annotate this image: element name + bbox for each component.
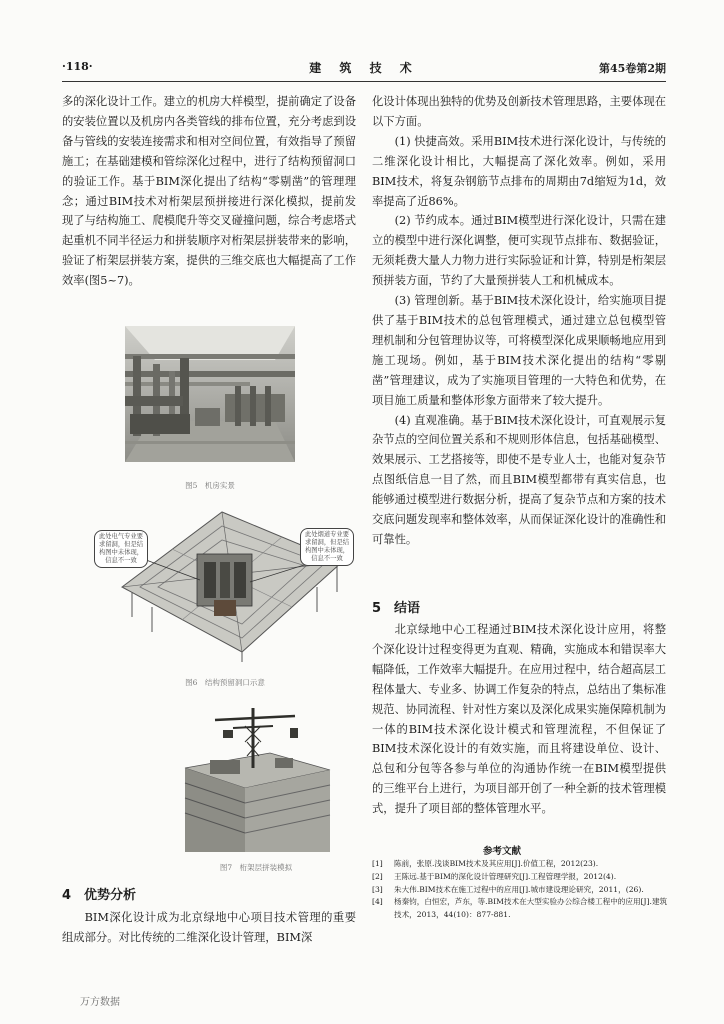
right-column-text (372, 92, 666, 550)
reference-item (372, 871, 668, 884)
fig7-image (175, 708, 337, 852)
reference-text: 朱大伟.BIM技术在施工过程中的应用[J].城市建设理论研究，2011，(26). (394, 884, 644, 894)
paragraph: 北京绿地中心工程通过BIM技术深化设计应用，将整个深化设计过程变得更为直观、精确，实施成本和错误率大幅降低，工作效率大幅提升。在应用过程中，结合超高层工程体量大、专业多、协调工作复杂的特点，总结出了集标准规范、协同流程、针对性方案以及深化成果实施保障机制为一体的BIM技术深化设计模式和管理流程，不但保证了BIM技术深化设计的有效实施，而且将建设单位、设计、总包和分包等各参与单位的沟通协作统一在BIM模型提供的三维平台上进行，为项目部开创了一种全新的技术管理模式，提升了项目部的整体管理水平。 (372, 623, 666, 816)
header-rule (62, 81, 666, 82)
reference-number: [2] (372, 871, 383, 881)
page-number: ·118· (62, 60, 93, 73)
reference-text: 陈前，张原.浅谈BIM技术及其应用[J].价值工程，2012(23). (394, 859, 599, 868)
reference-text: 王陈远.基于BIM的深化设计管理研究[J].工程管理学报，2012(4). (394, 871, 617, 881)
fig6-caption: 图6 结构预留洞口示意 (185, 678, 265, 687)
reference-number: [4] (372, 897, 383, 907)
section-5-heading: 5 结语 (372, 601, 421, 616)
references-list (372, 858, 668, 922)
reference-number: [3] (372, 884, 383, 894)
list-item: (2) 节约成本。通过BIM模型进行深化设计，只需在建立的模型中进行深化调整，便可实现节点排布、数据验证，无须耗费大量人力物力进行实际验证和计算，特别是桁架层预拼装方面，节约了大量预拼装人工和机械成本。 (372, 214, 666, 288)
reference-text: 杨秦钧，白恒宏，芦东，等.BIM技术在大型实验办公综合楼工程中的应用[J].建筑技术，2013，44(10)：877-881. (394, 897, 668, 920)
fig6-image (92, 492, 356, 664)
section-4-heading: 4 优势分析 (62, 888, 137, 903)
paragraph: 多的深化设计工作。建立的机房大样模型，提前确定了设备的安装位置以及机房内各类管线的排布位置，充分考虑到设备与管线的安装连接需求和相对空间位置，有效指导了预留施工；在基础建模和管综深化过程中，进行了结构预留洞口的验证工作。基于BIM深化提出了结构“零剔凿”的管理理念；通过BIM技术对桁架层预拼接进行深化模拟，提前发现了与结构施工、爬模爬升等交叉碰撞问题，综合考虑塔式起重机不同半径运力和拼装顺序对桁架层拼装带来的影响，验证了桁架层拼装方案，提供的三维交底也大幅提高了工作效率(图5~7)。 (62, 95, 356, 288)
reference-item (372, 884, 668, 897)
fig5-caption: 图5 机房实景 (185, 481, 235, 490)
fig6-callout-right: 此处烟道专业要求留洞，但是结构图中未体现，信息不一致 (300, 528, 354, 566)
volume-issue: 第45卷第2期 (599, 62, 666, 75)
reference-item (372, 896, 668, 922)
fig5-image (125, 326, 295, 462)
section-4-body (62, 908, 356, 948)
fig7-caption: 图7 桁架层拼装模拟 (219, 863, 293, 872)
journal-title: 建 筑 技 术 (309, 61, 419, 75)
list-item: (3) 管理创新。基于BIM技术深化设计，给实施项目提供了基于BIM技术的总包管理模式，通过建立总包模型管理机制和分包管理协议等，可将模型深化成果顺畅地应用到施工现场。例如，基于BIM技术深化提出的结构“零剔凿”管理建议，成为了实施项目管理的一大特色和优势，在项目施工质量和整体形象方面带来了较大提升。 (372, 294, 666, 407)
list-item: (4) 直观准确。基于BIM技术深化设计，可直观展示复杂节点的空间位置关系和不规则形体信息，包括基础模型、效果展示、工艺搭接等，即使不是专业人士，也能对复杂节点图纸信息一目了然，而且BIM模型都带有真实信息，也能够通过模型进行数据分析，提高了复杂节点和方案的技术交底问题发现率和整体效率，从而保证深化设计的准确性和可靠性。 (372, 413, 666, 546)
references-heading: 参考文献 (483, 846, 522, 857)
reference-number: [1] (372, 859, 383, 868)
paragraph: 化设计体现出独特的优势及创新技术管理思路，主要体现在以下方面。 (372, 95, 666, 128)
reference-item (372, 858, 668, 871)
paragraph: BIM深化设计成为北京绿地中心项目技术管理的重要组成部分。对比传统的二维深化设计管理，BIM深 (62, 911, 356, 944)
section-5-body (372, 620, 666, 819)
footer-watermark: 万方数据 (80, 997, 120, 1008)
left-column-text (62, 92, 356, 291)
list-item: (1) 快捷高效。采用BIM技术进行深化设计，与传统的二维深化设计相比，大幅提高了深化效率。例如，采用BIM技术，将复杂钢筋节点排布的周期由7d缩短为1d，效率提高了近86%。 (372, 134, 666, 208)
fig6-callout-left: 此处电气专业要求留洞，但是结构图中未体现，信息不一致 (94, 530, 148, 568)
page-header (62, 60, 666, 80)
